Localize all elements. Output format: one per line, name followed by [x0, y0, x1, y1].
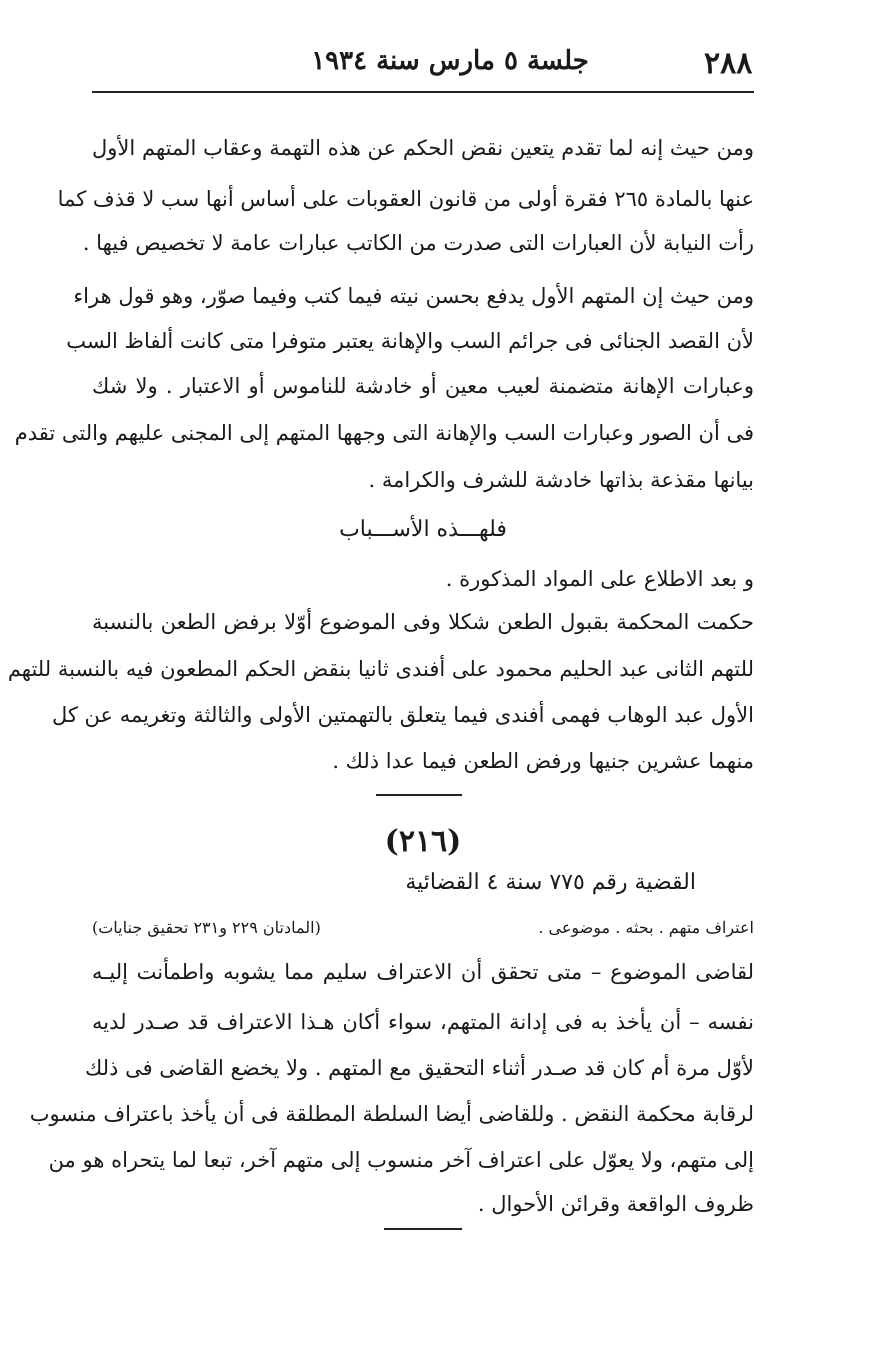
summary-line: لقاضى الموضوع – متى تحقق أن الاعتراف سليم مما يشوبه واطمأنت إليـه [92, 960, 754, 984]
case-number: (٢١٦) [384, 824, 462, 859]
header-rule [92, 91, 754, 93]
case-articles: (المادتان ٢٢٩ و٢٣١ تحقيق جنايات) [92, 918, 321, 937]
session-title: جلسة ٥ مارس سنة ١٩٣٤ [311, 46, 589, 76]
paragraph-line: فى أن الصور وعبارات السب والإهانة التى وجهها المتهم إلى المجنى عليهم والتى تقدم [14, 421, 754, 445]
paragraph-line: رأت النيابة لأن العبارات التى صدرت من الكاتب عبارات عامة لا تخصيص فيها . [82, 231, 754, 255]
case-title: القضية رقم ٧٧٥ سنة ٤ القضائية [405, 870, 696, 895]
paragraph-line: عنها بالمادة ٢٦٥ فقرة أولى من قانون العقوبات على أساس أنها سب لا قذف كما [57, 187, 754, 211]
summary-line: لرقابة محكمة النقض . وللقاضى أيضا السلطة المطلقة فى أن يأخذ باعتراف منسوب [29, 1102, 754, 1126]
page-number: ٢٨٨ [704, 46, 753, 81]
reasons-heading: فلهـــذه الأســـباب [339, 517, 507, 542]
case-keywords: اعتراف متهم . بحثه . موضوعى . [538, 918, 754, 937]
summary-line: ظروف الواقعة وقرائن الأحوال . [477, 1192, 754, 1216]
summary-line: إلى متهم، ولا يعوّل على اعتراف آخر منسوب إلى متهم آخر، تبعا لما يتحراه هو من [48, 1148, 754, 1172]
case-meta [92, 914, 754, 942]
ruling-line: الأول عبد الوهاب فهمى أفندى فيما يتعلق بالتهمتين الأولى والثالثة وتغريمه عن كل [51, 703, 754, 727]
summary-line: نفسه – أن يأخذ به فى إدانة المتهم، سواء أكان هـذا الاعتراف قد صـدر لديه [92, 1010, 754, 1034]
section-divider [376, 794, 462, 796]
paragraph-line: ومن حيث إنه لما تقدم يتعين نقض الحكم عن هذه التهمة وعقاب المتهم الأول [92, 136, 754, 160]
paragraph-line: وعبارات الإهانة متضمنة لعيب معين أو خادشة للناموس أو الاعتبار . ولا شك [92, 374, 754, 398]
bottom-divider [384, 1228, 462, 1230]
ruling-line: منهما عشرين جنيها ورفض الطعن فيما عدا ذلك . [332, 749, 754, 773]
ruling-line: للتهم الثانى عبد الحليم محمود على أفندى ثانيا بنقض الحكم المطعون فيه بالنسبة للتهم [7, 657, 754, 681]
paragraph-line: ومن حيث إن المتهم الأول يدفع بحسن نيته فيما كتب وفيما صوّر، وهو قول هراء [73, 284, 754, 308]
after-review-line: و بعد الاطلاع على المواد المذكورة . [445, 567, 754, 591]
paragraph-line: بيانها مقذعة بذاتها خادشة للشرف والكرامة . [368, 468, 754, 492]
summary-line: لأوّل مرة أم كان قد صـدر أثناء التحقيق مع المتهم . ولا يخضع القاضى فى ذلك [84, 1056, 754, 1080]
ruling-line: حكمت المحكمة بقبول الطعن شكلا وفى الموضوع أوّلا برفض الطعن بالنسبة [92, 610, 754, 634]
paragraph-line: لأن القصد الجنائى فى جرائم السب والإهانة يعتبر متوفرا متى كانت ألفاظ السب [66, 329, 754, 353]
